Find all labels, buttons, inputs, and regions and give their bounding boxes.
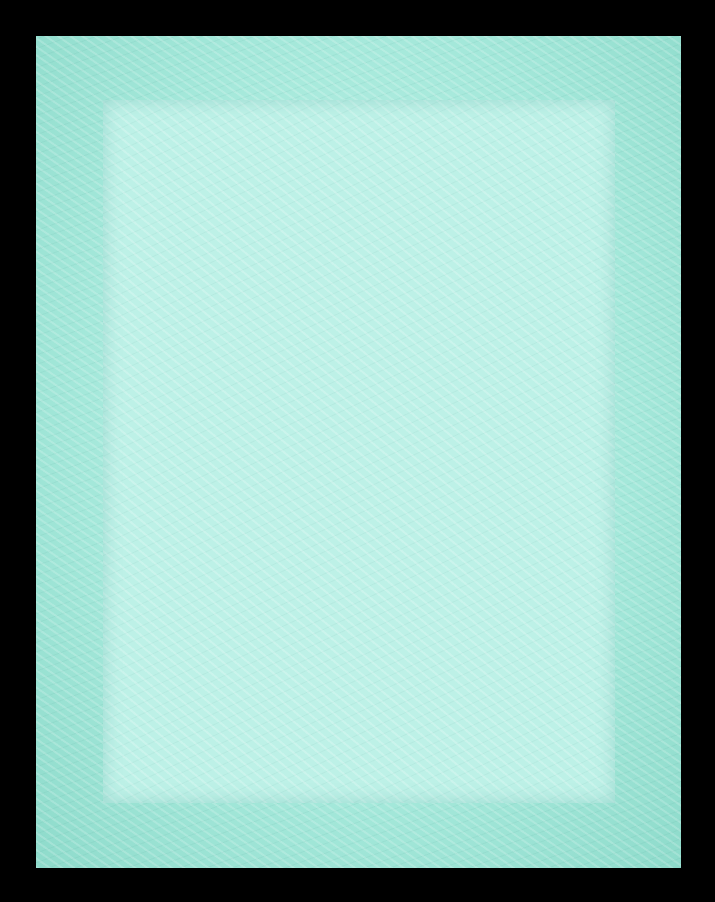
shell-icon — [340, 716, 380, 756]
sun-icon — [339, 286, 379, 326]
menu-body — [103, 350, 615, 364]
menu-header — [36, 144, 681, 148]
